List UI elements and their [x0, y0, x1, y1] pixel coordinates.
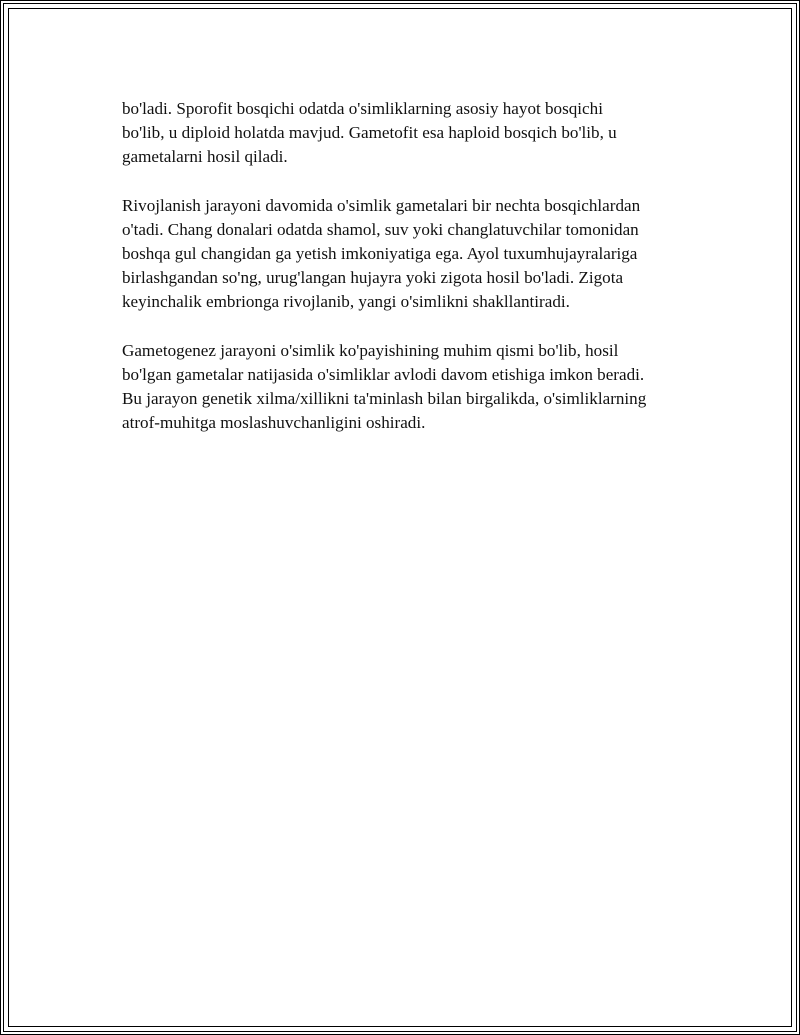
text-line: bo'lib, u diploid holatda mavjud. Gametofit esa haploid bosqich bo'lib, u: [122, 123, 617, 143]
text-line: atrof-muhitga moslashuvchanligini oshiradi.: [122, 413, 426, 433]
text-line: gametalarni hosil qiladi.: [122, 147, 288, 167]
text-line: Bu jarayon genetik xilma/xillikni ta'minlash bilan birgalikda, o'simliklarning: [122, 389, 647, 409]
text-line: bo'ladi. Sporofit bosqichi odatda o'simliklarning asosiy hayot bosqichi: [122, 99, 603, 118]
paragraph-3: [122, 339, 692, 436]
paragraph-1: [122, 97, 692, 170]
text-line: o'tadi. Chang donalari odatda shamol, suv yoki changlatuvchilar tomonidan: [122, 219, 639, 239]
text-line: Gametogenez jarayoni o'simlik ko'payishining muhim qismi bo'lib, hosil: [122, 340, 619, 360]
text-line: bo'lgan gametalar natijasida o'simliklar avlodi davom etishiga imkon beradi.: [122, 364, 645, 384]
text-line: birlashgandan so'ng, urug'langan hujayra yoki zigota hosil bo'ladi. Zigota: [122, 268, 624, 288]
text-line: boshqa gul changidan ga yetish imkoniyatiga ega. Ayol tuxumhujayralariga: [122, 244, 638, 264]
text-line: Rivojlanish jarayoni davomida o'simlik gametalari bir nechta bosqichlardan: [122, 195, 641, 215]
document-body: [122, 97, 692, 459]
text-line: keyinchalik embrionga rivojlanib, yangi o'simlikni shakllantiradi.: [122, 292, 570, 312]
paragraph-2: [122, 194, 692, 315]
